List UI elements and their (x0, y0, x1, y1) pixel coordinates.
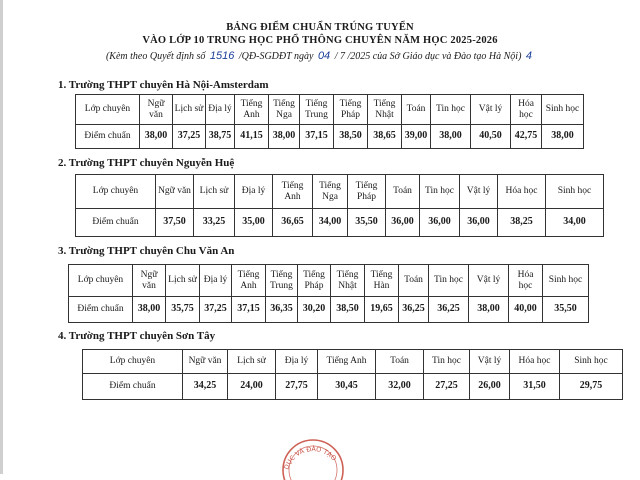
score-cell: 36,00 (386, 209, 420, 237)
subject-header: Toán (386, 175, 420, 209)
score-table-son-tay (82, 349, 623, 400)
score-cell: 38,25 (498, 209, 546, 237)
subject-header: Sinh học (542, 95, 584, 125)
score-cell: 37,50 (156, 209, 194, 237)
score-cell: 30,45 (318, 374, 376, 400)
subject-header: Lịch sử (166, 265, 200, 297)
score-cell: 38,50 (331, 297, 365, 323)
row-label-scores: Điểm chuẩn (69, 297, 133, 323)
subject-header: Địa lý (235, 175, 273, 209)
score-cell: 26,00 (470, 374, 510, 400)
subject-header: Địa lý (276, 350, 318, 374)
score-cell: 30,20 (298, 297, 331, 323)
subject-header: Tiếng Nhật (331, 265, 365, 297)
subject-header: Ngữ văn (133, 265, 166, 297)
subject-header: Tiếng Hàn (365, 265, 399, 297)
row-label-scores: Điểm chuẩn (83, 374, 183, 400)
score-row (83, 374, 623, 400)
score-cell: 37,15 (232, 297, 266, 323)
official-seal (278, 420, 348, 480)
subject-header: Địa lý (206, 95, 235, 125)
score-cell: 38,00 (133, 297, 166, 323)
score-cell: 27,25 (424, 374, 470, 400)
school-title-son-tay: 4. Trường THPT chuyên Sơn Tây (58, 330, 216, 342)
score-table-chu-van-an (68, 264, 589, 323)
subject-header: Toán (376, 350, 424, 374)
row-label-header: Lớp chuyên (69, 265, 133, 297)
subject-header: Sinh học (560, 350, 623, 374)
subject-header: Toán (402, 95, 431, 125)
decision-number: 1516 (209, 50, 235, 62)
subject-header-row (83, 350, 623, 374)
score-cell: 40,00 (509, 297, 543, 323)
subject-header: Toán (399, 265, 429, 297)
subject-header-row (76, 175, 604, 209)
score-cell: 31,50 (510, 374, 560, 400)
score-cell: 39,00 (402, 125, 431, 149)
score-cell: 32,00 (376, 374, 424, 400)
score-table-amsterdam (75, 94, 584, 149)
subject-header: Vật lý (471, 95, 511, 125)
decision-prefix: (Kèm theo Quyết định số (105, 51, 206, 62)
subject-header: Vật lý (469, 265, 509, 297)
subject-header: Lịch sử (173, 95, 206, 125)
subject-header: Vật lý (470, 350, 510, 374)
score-cell: 37,15 (300, 125, 334, 149)
subject-header: Ngữ văn (140, 95, 173, 125)
school-title-nguyen-hue: 2. Trường THPT chuyên Nguyễn Huệ (58, 157, 235, 169)
row-label-header: Lớp chuyên (76, 175, 156, 209)
subject-header: Tin học (420, 175, 460, 209)
score-cell: 19,65 (365, 297, 399, 323)
score-cell: 38,00 (140, 125, 173, 149)
subject-header-row (69, 265, 589, 297)
score-cell: 35,00 (235, 209, 273, 237)
score-row (76, 209, 604, 237)
school-title-amsterdam: 1. Trường THPT chuyên Hà Nội-Amsterdam (58, 79, 269, 91)
decision-suffix: / 7 /2025 của Sở Giáo dục và Đào tạo Hà Nội) (334, 51, 522, 62)
subject-header: Tin học (429, 265, 469, 297)
score-cell: 35,50 (348, 209, 386, 237)
score-cell: 38,00 (269, 125, 300, 149)
subject-header: Tin học (431, 95, 471, 125)
seal-text (282, 444, 338, 471)
row-label-scores: Điểm chuẩn (76, 125, 140, 149)
decision-reference (0, 50, 640, 62)
subject-header-row (76, 95, 584, 125)
decision-mid: /QĐ-SGDĐT ngày (238, 51, 314, 62)
score-cell: 34,25 (183, 374, 228, 400)
document-title: BẢNG ĐIỂM CHUẨN TRÚNG TUYỂN (226, 22, 414, 33)
score-cell: 38,00 (431, 125, 471, 149)
score-cell: 38,50 (334, 125, 368, 149)
page-edge (0, 0, 3, 474)
subject-header: Tiếng Trung (266, 265, 298, 297)
score-cell: 35,50 (543, 297, 589, 323)
subject-header: Tiếng Nga (269, 95, 300, 125)
score-table-nguyen-hue (75, 174, 604, 237)
subject-header: Sinh học (546, 175, 604, 209)
subject-header: Lịch sử (194, 175, 235, 209)
subject-header: Tiếng Anh (318, 350, 376, 374)
subject-header: Lịch sử (228, 350, 276, 374)
score-cell: 34,00 (546, 209, 604, 237)
subject-header: Tiếng Pháp (334, 95, 368, 125)
subject-header: Tiếng Pháp (348, 175, 386, 209)
score-cell: 36,00 (460, 209, 498, 237)
score-cell: 41,15 (235, 125, 269, 149)
score-cell: 36,00 (420, 209, 460, 237)
row-label-header: Lớp chuyên (76, 95, 140, 125)
score-cell: 24,00 (228, 374, 276, 400)
handwritten-mark: 4 (525, 50, 533, 62)
subject-header: Tiếng Anh (235, 95, 269, 125)
subject-header: Sinh học (543, 265, 589, 297)
score-row (76, 125, 584, 149)
score-cell: 40,50 (471, 125, 511, 149)
subject-header: Tiếng Nga (313, 175, 348, 209)
subject-header: Tiếng Anh (232, 265, 266, 297)
subject-header: Tiếng Pháp (298, 265, 331, 297)
score-cell: 27,75 (276, 374, 318, 400)
score-cell: 37,25 (200, 297, 232, 323)
score-cell: 37,25 (173, 125, 206, 149)
subject-header: Tin học (424, 350, 470, 374)
subject-header: Địa lý (200, 265, 232, 297)
decision-day: 04 (317, 50, 331, 62)
subject-header: Ngữ văn (156, 175, 194, 209)
subject-header: Hóa học (511, 95, 542, 125)
score-cell: 38,00 (542, 125, 584, 149)
score-row (69, 297, 589, 323)
school-title-chu-van-an: 3. Trường THPT chuyên Chu Văn An (58, 245, 235, 257)
row-label-scores: Điểm chuẩn (76, 209, 156, 237)
score-cell: 36,25 (429, 297, 469, 323)
score-cell: 33,25 (194, 209, 235, 237)
score-cell: 38,65 (368, 125, 402, 149)
subject-header: Hóa học (498, 175, 546, 209)
subject-header: Tiếng Trung (300, 95, 334, 125)
document-subtitle: VÀO LỚP 10 TRUNG HỌC PHỔ THÔNG CHUYÊN NĂM HỌC 2025-2026 (142, 35, 498, 46)
score-cell: 34,00 (313, 209, 348, 237)
score-cell: 29,75 (560, 374, 623, 400)
subject-header: Tiếng Anh (273, 175, 313, 209)
subject-header: Ngữ văn (183, 350, 228, 374)
score-cell: 36,65 (273, 209, 313, 237)
seal-text-path: DỤC VÀ ĐÀO TẠO (282, 445, 338, 471)
score-cell: 36,25 (399, 297, 429, 323)
score-cell: 38,75 (206, 125, 235, 149)
subject-header: Tiếng Nhật (368, 95, 402, 125)
row-label-header: Lớp chuyên (83, 350, 183, 374)
subject-header: Hóa học (509, 265, 543, 297)
score-cell: 38,00 (469, 297, 509, 323)
score-cell: 35,75 (166, 297, 200, 323)
subject-header: Vật lý (460, 175, 498, 209)
score-cell: 42,75 (511, 125, 542, 149)
score-cell: 36,35 (266, 297, 298, 323)
subject-header: Hóa học (510, 350, 560, 374)
